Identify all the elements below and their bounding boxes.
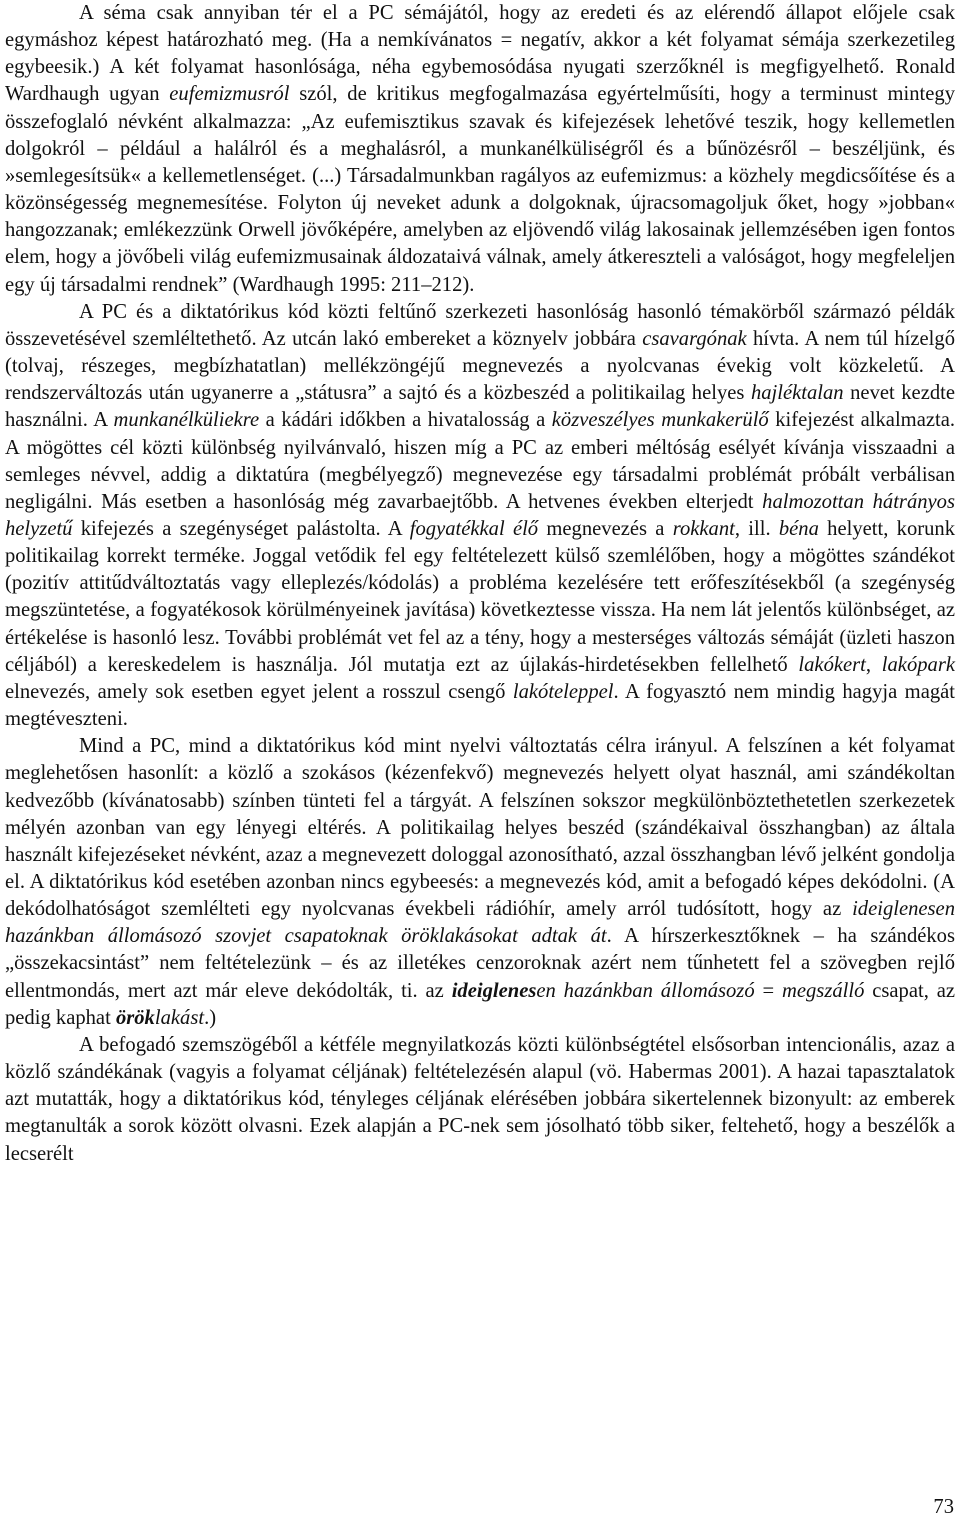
text-run-italic: lakóteleppel — [512, 680, 614, 703]
text-run-italic: lakást — [154, 1006, 205, 1029]
text-run-italic: rokkant — [672, 517, 735, 540]
text-run-italic: en hazánkban állomásozó — [536, 979, 755, 1002]
text-run: kifejezés a szegénységet palástolta. A — [72, 517, 410, 540]
text-run: kifejezést alkalmazta. A mögöttes cél közti különbség nyilvánvaló, hiszen míg a PC az emberi méltóság esélyét kívánja visszaadni a semleges névvel, addig a diktatúra (megbélyegző) megnevezése egy társadalmi problémát próbált verbálisan negligálni. Más esetben a hasonlóság még zavarbaejtőbb. A hetvenes években elterjedt — [5, 409, 955, 513]
text-run: elnevezés, amely sok esetben egyet jelent a rosszul csengő — [5, 680, 513, 703]
text-run-italic: csavargónak — [642, 327, 747, 350]
text-run: A séma csak annyiban tér el a PC sémájától, hogy az eredeti és az elérendő állapot előjele csak egymáshoz képest határozható meg. (Ha a nemkívánatos = negatív, akkor a két folyamat sémája szerkezetileg egybeesik.) A két folyamat hasonlósága, néha egybemosódása nyugati szerzőknél is megfigyelhető. Ronald Wardhaugh ugyan — [5, 2, 955, 106]
paragraph-1 — [5, 0, 955, 299]
text-run: Mind a PC, mind a diktatórikus kód mint nyelvi változtatás célra irányul. A felszínen a két folyamat meglehetősen hasonlít: a közlő a szokásos (kézenfekvő) megnevezés helyett olyat használ, ami szándékoltan kedvezőbb (kívánatosabb) színben tünteti fel a tárgyát. A felszínen sokszor megkülönböztethetetlen szerkezetek mélyén azonban van egy lényegi eltérés. A politikailag helyes beszéd (szándékaival összhangban) az általa használt kifejezéseket névként, azaz a megnevezett dologgal azonosítható, azzal összhangban lévő jelként gondolja el. A diktatórikus kód esetében azonban nincs egybeesés: a megnevezés kód, amit a befogadó képes dekódolni. (A dekódolhatóságot szemlélteti egy nyolcvanas évekbeli rádióhír, amely arról tudósított, hogy az — [5, 735, 955, 921]
text-run: hívta. A nem túl hízelgő (tolvaj, részeges, megbízhatatlan) mellékzöngéjű megnevezés a nyolcvanas évekig volt közkeletű. A rendszerváltozás után ugyanerre a „státusra” a sajtó és a közbeszéd a politikailag helyes — [5, 327, 956, 405]
text-run-italic: eufemizmusról — [169, 83, 290, 106]
text-run: A befogadó szemszögéből a kétféle megnyilatkozás közti különbségtétel elsősorban intencionális, azaz a közlő szándékának (vagyis a folyamat céljának) feltételezésén alapul (vö. Habermas 2001). A hazai tapasztalatok azt mutatták, hogy a diktatórikus kód, tényleges céljának elérésében jobbára sikertelennek bizonyult: az emberek megtanulták a sorok között olvasni. Ezek alapján a PC-nek sem jósolható több siker, feltehető, hogy a beszélők a lecserélt — [5, 1033, 955, 1165]
text-run-italic: ideiglenesen hazánkban állomásozó szovjet csapatoknak öröklakásokat adtak át — [5, 898, 955, 948]
text-run: . A fogyasztó nem mindig hagyja magát megtéveszteni. — [5, 680, 955, 731]
text-run-italic: béna — [778, 517, 819, 540]
text-run: nevet kezdte használni. A — [5, 382, 955, 432]
text-run: = — [754, 979, 782, 1002]
text-run-italic: munkanélküliekre — [113, 409, 260, 432]
text-run: megnevezés a — [538, 517, 673, 540]
text-run: . A hírszerkesztőknek – ha szándékos „összekacsintást” nem feltételezünk – és az illetékes cenzoroknak azért nem tűnhetett fel a szövegben rejlő ellentmondás, mert azt már eleve dekódolták, ti. az — [5, 925, 955, 1002]
paragraph-2 — [5, 299, 955, 734]
document-body — [5, 0, 955, 1168]
paragraph-3 — [5, 733, 955, 1032]
page-number: 73 — [933, 1496, 954, 1518]
text-run-italic: fogyatékkal élő — [409, 517, 539, 540]
text-run-bold-italic — [116, 1007, 155, 1029]
text-run-bold: ideiglenes — [451, 979, 537, 1002]
text-run: , ill. — [734, 517, 779, 540]
text-run: a kádári időkben a hivatalosság a — [259, 409, 552, 432]
text-run-italic: halmozottan hátrányos helyzetű — [5, 490, 955, 540]
text-run-italic: hajléktalan — [750, 382, 844, 405]
text-run-bold: örök — [115, 1006, 155, 1029]
text-run-bold-italic — [452, 980, 537, 1002]
text-run: A PC és a diktatórikus kód közti feltűnő szerkezeti hasonlóság hasonló témakörből származó példák összevetésével szemléltethető. Az utcán lakó embereket a köznyelv jobbára — [5, 300, 955, 350]
text-run: csapat, az pedig kaphat — [5, 979, 956, 1029]
paragraph-4 — [5, 1032, 955, 1168]
text-run-italic: lakópark — [881, 653, 955, 676]
text-run: .) — [204, 1006, 217, 1029]
text-run-italic: megszálló — [782, 979, 865, 1002]
text-run: , — [865, 653, 882, 676]
text-run: helyett, korunk politikailag korrekt terméke. Joggal vetődik fel egy feltételezett külső szemlélőben, hogy a mögöttes szándékot (pozitív attitűdváltoztatás vagy elleplezés/kódolás) a probléma kezelésére tett erőfeszítésekből (a szegénység megszüntetése, a fogyatékosok körülményeinek javítása) következtesse vissza. Ha nem lát jelentős különbséget, az értékelése is hasonló lesz. További problémát vet fel az a tény, hogy a mesterséges változás sémáját (üzleti haszon céljából) a kereskedelem is használja. Jól mutatja ezt az újlakás-hirdetésekben fellelhető — [5, 517, 955, 676]
text-run-italic: lakókert — [798, 653, 866, 676]
text-run-italic: közveszélyes munkakerülő — [551, 409, 769, 432]
text-run: szól, de kritikus megfogalmazása egyértelműsíti, hogy a terminust mintegy összefoglaló névként alkalmazza: „Az eufemisztikus szavak és kifejezések lehetővé teszik, hogy kellemetlen dolgokról – például a halálról és a meghalásról, a munkanélküliségről és a bűnözésről – beszéljünk, és »semlegesítsük« a kellemetlenséget. (...) Társadalmunkban ragályos az eufemizmus: a közhely megdicsőítése és a közönségesség megnemesítése. Folyton új neveket adunk a dolgoknak, újracsomagoljuk őket, hogy »jobban« hangozzanak; emlékezzünk Orwell jövőképére, amelyben az eljövendő világ lakosainak jellemzésében igen fontos elem, hogy a jövőbeli világ eufemizmusainak áldozataivá válnak, amely átkereszteli a valóságot, hogy megfeleljen egy új társadalmi rendnek” (Wardhaugh 1995: 211–212). — [5, 83, 955, 296]
